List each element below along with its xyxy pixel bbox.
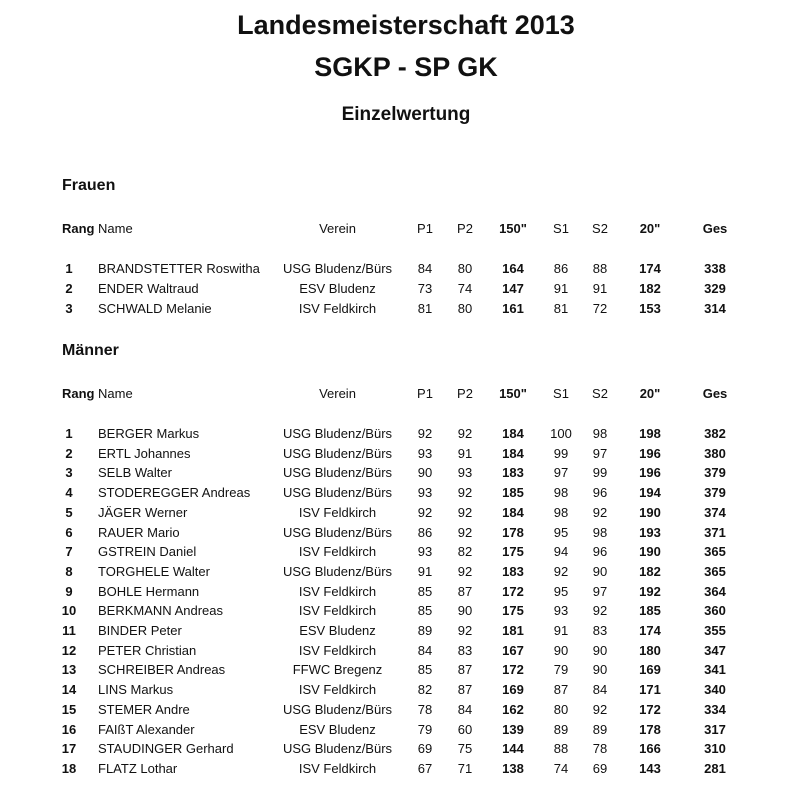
cell-c150: 183	[502, 563, 524, 579]
cell-rang: 8	[65, 563, 73, 579]
cell-s2: 90	[592, 563, 608, 579]
cell-p2: 90	[457, 603, 473, 619]
cell-c150: 184	[502, 426, 524, 441]
cell-verein: ISV Feldkirch	[298, 504, 377, 520]
cell-ges: 380	[704, 445, 726, 461]
table-row	[0, 562, 812, 582]
cell-p1: 89	[417, 623, 433, 638]
cell-p1: 84	[417, 261, 433, 276]
column-header-ges: Ges	[702, 386, 728, 401]
cell-s1: 89	[553, 721, 569, 737]
cell-name: TORGHELE Walter	[98, 563, 210, 579]
cell-s2: 99	[592, 465, 608, 481]
cell-ges: 314	[704, 300, 726, 316]
cell-c150: 184	[502, 445, 524, 461]
cell-p2: 60	[457, 721, 473, 737]
cell-c150: 144	[502, 741, 524, 757]
cell-s2: 90	[592, 662, 608, 678]
cell-p1: 85	[417, 603, 433, 619]
cell-name: GSTREIN Daniel	[98, 544, 197, 560]
cell-c20: 182	[639, 563, 661, 579]
cell-name: JÄGER Werner	[98, 504, 188, 520]
cell-p2: 82	[457, 544, 473, 560]
cell-p2: 74	[457, 280, 473, 296]
cell-rang: 13	[61, 662, 77, 678]
cell-p2: 71	[457, 760, 473, 776]
table-row	[0, 720, 812, 740]
cell-p2: 80	[457, 261, 473, 276]
cell-rang: 1	[65, 426, 73, 441]
cell-p2: 92	[457, 504, 473, 520]
table-header	[0, 219, 812, 239]
cell-ges: 371	[704, 524, 726, 540]
column-header-p2: P2	[457, 386, 473, 401]
cell-p1: 92	[417, 504, 433, 520]
cell-rang: 3	[65, 300, 73, 316]
cell-rang: 12	[61, 642, 77, 658]
cell-c20: 192	[639, 583, 661, 599]
cell-c150: 139	[502, 721, 524, 737]
cell-c20: 182	[639, 280, 661, 296]
cell-c20: 190	[639, 504, 661, 520]
cell-verein: ISV Feldkirch	[298, 682, 377, 698]
cell-c20: 166	[639, 741, 661, 757]
cell-c150: 162	[502, 701, 524, 717]
cell-p1: 82	[417, 682, 433, 698]
cell-verein: ISV Feldkirch	[298, 760, 377, 776]
cell-ges: 329	[704, 280, 726, 296]
column-header-s2: S2	[592, 221, 608, 236]
cell-name: STAUDINGER Gerhard	[98, 741, 234, 757]
cell-s2: 69	[592, 760, 608, 776]
cell-name: ENDER Waltraud	[98, 280, 199, 296]
column-header-p1: P1	[417, 386, 433, 401]
table-row	[0, 660, 812, 680]
cell-s2: 97	[592, 583, 608, 599]
cell-s2: 90	[592, 642, 608, 658]
column-header-c20: 20"	[639, 221, 661, 236]
cell-s2: 72	[592, 300, 608, 316]
cell-verein: USG Bludenz/Bürs	[282, 485, 393, 501]
cell-c150: 172	[502, 662, 524, 678]
cell-ges: 374	[704, 504, 726, 520]
cell-s1: 79	[553, 662, 569, 678]
cell-s1: 86	[553, 261, 569, 276]
cell-p2: 83	[457, 642, 473, 658]
cell-c150: 185	[502, 485, 524, 501]
cell-name: BERKMANN Andreas	[98, 603, 223, 619]
cell-verein: USG Bludenz/Bürs	[282, 465, 393, 481]
cell-c20: 193	[639, 524, 661, 540]
cell-ges: 365	[704, 563, 726, 579]
cell-verein: USG Bludenz/Bürs	[282, 445, 393, 461]
cell-p1: 69	[417, 741, 433, 757]
cell-name: LINS Markus	[98, 682, 174, 698]
column-header-verein: Verein	[319, 221, 356, 236]
cell-p2: 93	[457, 465, 473, 481]
table-row	[0, 299, 812, 319]
cell-s2: 78	[592, 741, 608, 757]
cell-c150: 138	[502, 760, 524, 776]
column-header-name: Name	[98, 221, 133, 236]
table-row	[0, 279, 812, 299]
table-row	[0, 700, 812, 720]
cell-s1: 95	[553, 524, 569, 540]
cell-name: FAIßT Alexander	[98, 721, 195, 737]
cell-verein: USG Bludenz/Bürs	[282, 261, 393, 276]
table-row	[0, 503, 812, 523]
cell-verein: USG Bludenz/Bürs	[282, 741, 393, 757]
cell-c20: 174	[639, 261, 661, 276]
cell-p1: 92	[417, 426, 433, 441]
cell-ges: 347	[704, 642, 726, 658]
cell-p1: 93	[417, 445, 433, 461]
table-row	[0, 463, 812, 483]
cell-rang: 11	[62, 623, 76, 638]
table-row	[0, 424, 812, 444]
table-row	[0, 601, 812, 621]
cell-verein: ISV Feldkirch	[298, 642, 377, 658]
cell-ges: 379	[704, 465, 726, 481]
cell-p1: 85	[417, 662, 433, 678]
section-label-frauen: Frauen	[62, 177, 116, 194]
cell-c20: 196	[639, 445, 661, 461]
cell-ges: 360	[704, 603, 726, 619]
cell-s2: 92	[592, 504, 608, 520]
table-row	[0, 483, 812, 503]
cell-s2: 96	[592, 485, 608, 501]
cell-name: SCHWALD Melanie	[98, 300, 212, 316]
cell-c20: 190	[639, 544, 661, 560]
document-heading: Einzelwertung	[341, 104, 471, 125]
cell-ges: 382	[704, 426, 726, 441]
cell-p2: 87	[457, 583, 473, 599]
cell-s2: 97	[592, 445, 608, 461]
cell-c150: 181	[502, 623, 524, 638]
cell-p2: 84	[457, 701, 473, 717]
table-row	[0, 759, 812, 779]
cell-verein: ESV Bludenz	[299, 623, 376, 638]
column-header-name: Name	[98, 386, 133, 401]
table-row	[0, 523, 812, 543]
cell-c150: 169	[502, 682, 524, 698]
cell-p1: 81	[417, 300, 433, 316]
cell-s1: 100	[550, 426, 572, 441]
cell-verein: ESV Bludenz	[299, 721, 376, 737]
table-row	[0, 444, 812, 464]
column-header-p1: P1	[417, 221, 433, 236]
cell-rang: 7	[65, 544, 73, 560]
cell-c150: 164	[502, 261, 524, 276]
cell-s1: 80	[553, 701, 569, 717]
cell-s1: 95	[553, 583, 569, 599]
cell-name: STODEREGGER Andreas	[98, 485, 251, 501]
cell-s2: 83	[592, 623, 608, 638]
cell-s2: 89	[592, 721, 608, 737]
cell-p2: 92	[457, 426, 473, 441]
cell-ges: 334	[704, 701, 726, 717]
cell-ges: 365	[704, 544, 726, 560]
cell-c150: 184	[502, 504, 524, 520]
cell-s2: 92	[592, 603, 608, 619]
cell-rang: 2	[65, 445, 73, 461]
column-header-rang: Rang	[62, 386, 95, 401]
cell-s1: 91	[553, 623, 569, 638]
cell-p2: 92	[457, 485, 473, 501]
cell-p1: 90	[417, 465, 433, 481]
cell-ges: 340	[704, 682, 726, 698]
table-row	[0, 582, 812, 602]
cell-c20: 194	[639, 485, 661, 501]
cell-rang: 1	[65, 261, 73, 276]
cell-rang: 18	[61, 760, 77, 776]
cell-s1: 90	[553, 642, 569, 658]
cell-c20: 198	[639, 426, 661, 441]
cell-rang: 16	[61, 721, 77, 737]
cell-s2: 84	[592, 682, 608, 698]
cell-p1: 91	[417, 563, 433, 579]
cell-verein: ISV Feldkirch	[298, 603, 377, 619]
cell-s1: 98	[553, 485, 569, 501]
cell-s1: 98	[553, 504, 569, 520]
cell-p2: 92	[457, 623, 473, 638]
cell-s2: 96	[592, 544, 608, 560]
cell-ges: 355	[704, 623, 726, 638]
cell-rang: 10	[61, 603, 77, 619]
cell-ges: 364	[704, 583, 726, 599]
cell-p2: 91	[457, 445, 473, 461]
cell-c150: 178	[502, 524, 524, 540]
table-row	[0, 259, 812, 279]
cell-rang: 5	[65, 504, 73, 520]
cell-name: BOHLE Hermann	[98, 583, 200, 599]
cell-p1: 79	[417, 721, 433, 737]
cell-s1: 74	[553, 760, 569, 776]
cell-name: SELB Walter	[98, 465, 172, 481]
cell-verein: USG Bludenz/Bürs	[282, 563, 393, 579]
cell-verein: USG Bludenz/Bürs	[282, 524, 393, 540]
cell-name: BRANDSTETTER Roswitha	[98, 261, 260, 276]
cell-c150: 172	[502, 583, 524, 599]
cell-p1: 73	[417, 280, 433, 296]
column-header-s1: S1	[553, 221, 569, 236]
cell-s1: 87	[553, 682, 569, 698]
cell-verein: ESV Bludenz	[299, 280, 376, 296]
cell-c150: 167	[502, 642, 524, 658]
cell-verein: ISV Feldkirch	[298, 544, 377, 560]
cell-name: BERGER Markus	[98, 426, 200, 441]
cell-name: STEMER Andre	[98, 701, 190, 717]
cell-c20: 178	[639, 721, 661, 737]
cell-s1: 81	[553, 300, 569, 316]
cell-ges: 338	[704, 261, 726, 276]
column-header-rang: Rang	[62, 221, 95, 236]
cell-c20: 180	[639, 642, 661, 658]
cell-s1: 91	[553, 280, 569, 296]
column-header-p2: P2	[457, 221, 473, 236]
cell-name: ERTL Johannes	[98, 445, 191, 461]
cell-rang: 3	[65, 465, 73, 481]
cell-name: SCHREIBER Andreas	[98, 662, 226, 678]
column-header-ges: Ges	[702, 221, 728, 236]
column-header-verein: Verein	[319, 386, 356, 401]
cell-name: BINDER Peter	[98, 623, 182, 638]
table-row	[0, 542, 812, 562]
cell-ges: 281	[704, 760, 726, 776]
cell-c150: 147	[502, 280, 524, 296]
cell-p1: 85	[417, 583, 433, 599]
cell-rang: 17	[61, 741, 77, 757]
cell-s2: 88	[592, 261, 608, 276]
cell-p1: 93	[417, 485, 433, 501]
cell-rang: 9	[65, 583, 73, 599]
cell-name: PETER Christian	[98, 642, 197, 658]
document-subtitle: SGKP - SP GK	[314, 52, 498, 82]
cell-rang: 6	[65, 524, 73, 540]
cell-c150: 175	[502, 544, 524, 560]
column-header-s1: S1	[553, 386, 569, 401]
cell-name: RAUER Mario	[98, 524, 180, 540]
cell-rang: 4	[65, 485, 73, 501]
cell-verein: ISV Feldkirch	[298, 583, 377, 599]
cell-p1: 78	[417, 701, 433, 717]
cell-verein: ISV Feldkirch	[298, 300, 377, 316]
table-row	[0, 621, 812, 641]
cell-p1: 84	[417, 642, 433, 658]
cell-verein: USG Bludenz/Bürs	[282, 701, 393, 717]
cell-c20: 172	[639, 701, 661, 717]
cell-ges: 341	[704, 662, 726, 678]
cell-verein: USG Bludenz/Bürs	[282, 426, 393, 441]
cell-c150: 175	[502, 603, 524, 619]
cell-s2: 91	[592, 280, 608, 296]
cell-s1: 94	[553, 544, 569, 560]
cell-s1: 97	[553, 465, 569, 481]
cell-c20: 171	[639, 682, 661, 698]
cell-c20: 185	[639, 603, 661, 619]
column-header-s2: S2	[592, 386, 608, 401]
column-header-c150: 150"	[499, 221, 527, 236]
cell-c150: 161	[502, 300, 524, 316]
table-row	[0, 641, 812, 661]
cell-s2: 98	[592, 524, 608, 540]
cell-c20: 169	[639, 662, 661, 678]
cell-p1: 67	[417, 760, 433, 776]
cell-c150: 183	[502, 465, 524, 481]
cell-s2: 92	[592, 701, 608, 717]
cell-p1: 93	[417, 544, 433, 560]
table-row	[0, 680, 812, 700]
cell-p2: 75	[457, 741, 473, 757]
cell-p2: 92	[457, 563, 473, 579]
cell-rang: 2	[65, 280, 73, 296]
table-row	[0, 739, 812, 759]
cell-s1: 93	[553, 603, 569, 619]
cell-c20: 196	[639, 465, 661, 481]
cell-s1: 99	[553, 445, 569, 461]
cell-p2: 80	[457, 300, 473, 316]
table-header	[0, 384, 812, 404]
cell-p2: 92	[457, 524, 473, 540]
document-title: Landesmeisterschaft 2013	[237, 10, 575, 40]
column-header-c20: 20"	[639, 386, 661, 401]
cell-ges: 310	[704, 741, 726, 757]
cell-s1: 92	[553, 563, 569, 579]
cell-verein: FFWC Bregenz	[292, 662, 383, 678]
cell-p1: 86	[417, 524, 433, 540]
cell-s1: 88	[553, 741, 569, 757]
column-header-c150: 150"	[499, 386, 527, 401]
cell-c20: 174	[639, 623, 661, 638]
section-label-männer: Männer	[62, 342, 119, 359]
cell-ges: 379	[704, 485, 726, 501]
cell-p2: 87	[457, 682, 473, 698]
cell-rang: 14	[61, 682, 77, 698]
cell-c20: 153	[639, 300, 661, 316]
cell-c20: 143	[639, 760, 661, 776]
cell-ges: 317	[704, 721, 726, 737]
cell-rang: 15	[61, 701, 77, 717]
cell-s2: 98	[592, 426, 608, 441]
cell-name: FLATZ Lothar	[98, 760, 178, 776]
cell-p2: 87	[457, 662, 473, 678]
